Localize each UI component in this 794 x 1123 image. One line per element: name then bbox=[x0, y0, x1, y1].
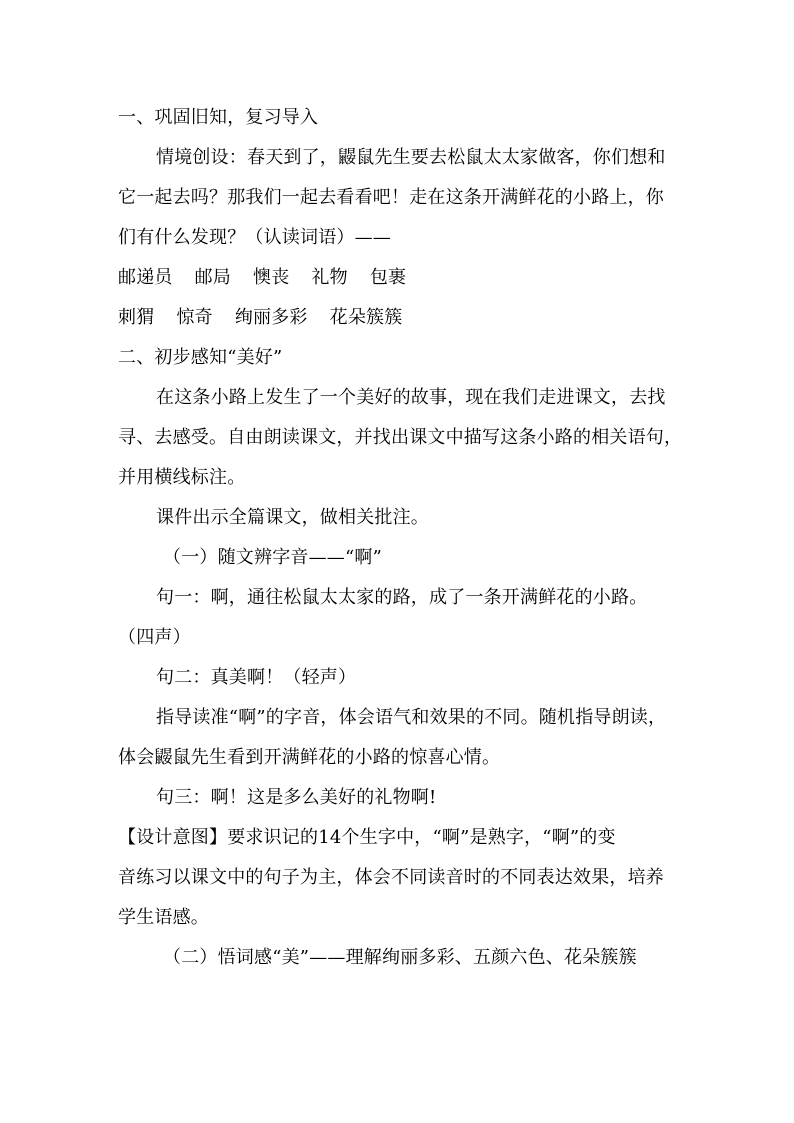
design-intent-line-2: 音练习以课文中的句子为主，体会不同读音时的不同表达效果，培养 bbox=[118, 867, 664, 888]
word-item: 刺猬 bbox=[118, 307, 155, 328]
sentence3: 句三：啊！这是多么美好的礼物啊! bbox=[156, 787, 437, 808]
sub-heading-1: （一）随文辨字音——“啊” bbox=[163, 547, 383, 568]
word-item: 礼物 bbox=[311, 267, 348, 288]
word-item: 花朵簇簇 bbox=[329, 307, 403, 328]
guide-line-2: 体会鼹鼠先生看到开满鲜花的小路的惊喜心情。 bbox=[118, 747, 501, 768]
design-intent-line-1: 【设计意图】要求识记的14个生字中，“啊”是熟字，“啊”的变 bbox=[118, 827, 616, 848]
word-item: 包裹 bbox=[369, 267, 407, 288]
para1-line-2: 寻、去感受。自由朗读课文，并找出课文中描写这条小路的相关语句， bbox=[118, 427, 683, 448]
intro-line-3: 们有什么发现？（认读词语）—— bbox=[118, 227, 391, 248]
sentence1-line-2: （四声） bbox=[118, 627, 191, 648]
section-heading-2: 二、初步感知“美好” bbox=[118, 347, 283, 368]
para1-line-3: 并用横线标注。 bbox=[118, 467, 246, 488]
intro-line-2: 它一起去吗？那我们一起去看看吧！走在这条开满鲜花的小路上，你 bbox=[118, 187, 664, 208]
sentence2: 句二：真美啊！（轻声） bbox=[156, 667, 357, 688]
para1-line-1: 在这条小路上发生了一个美好的故事，现在我们走进课文，去找 bbox=[156, 387, 666, 408]
intro-line-1: 情境创设：春天到了，鼹鼠先生要去松鼠太太家做客，你们想和 bbox=[156, 147, 666, 168]
word-item: 邮局 bbox=[194, 267, 232, 288]
para2: 课件出示全篇课文，做相关批注。 bbox=[156, 507, 429, 528]
design-intent-line-3: 学生语感。 bbox=[118, 907, 209, 928]
sub-heading-2: （二）悟词感“美”——理解绚丽多彩、五颜六色、花朵簇簇 bbox=[163, 947, 637, 968]
word-list-row-1 bbox=[118, 258, 678, 298]
guide-line-1: 指导读准“啊”的字音，体会语气和效果的不同。随机指导朗读， bbox=[156, 707, 667, 728]
word-item: 绚丽多彩 bbox=[234, 307, 308, 328]
sentence1-line-1: 句一：啊，通往松鼠太太家的路，成了一条开满鲜花的小路。 bbox=[156, 587, 648, 608]
section-heading-1: 一、巩固旧知，复习导入 bbox=[118, 107, 319, 128]
word-item: 惊奇 bbox=[176, 307, 213, 328]
word-item: 邮递员 bbox=[118, 267, 173, 288]
word-list-row-2 bbox=[118, 298, 678, 338]
document-page bbox=[118, 98, 683, 978]
word-item: 懊丧 bbox=[253, 267, 290, 288]
